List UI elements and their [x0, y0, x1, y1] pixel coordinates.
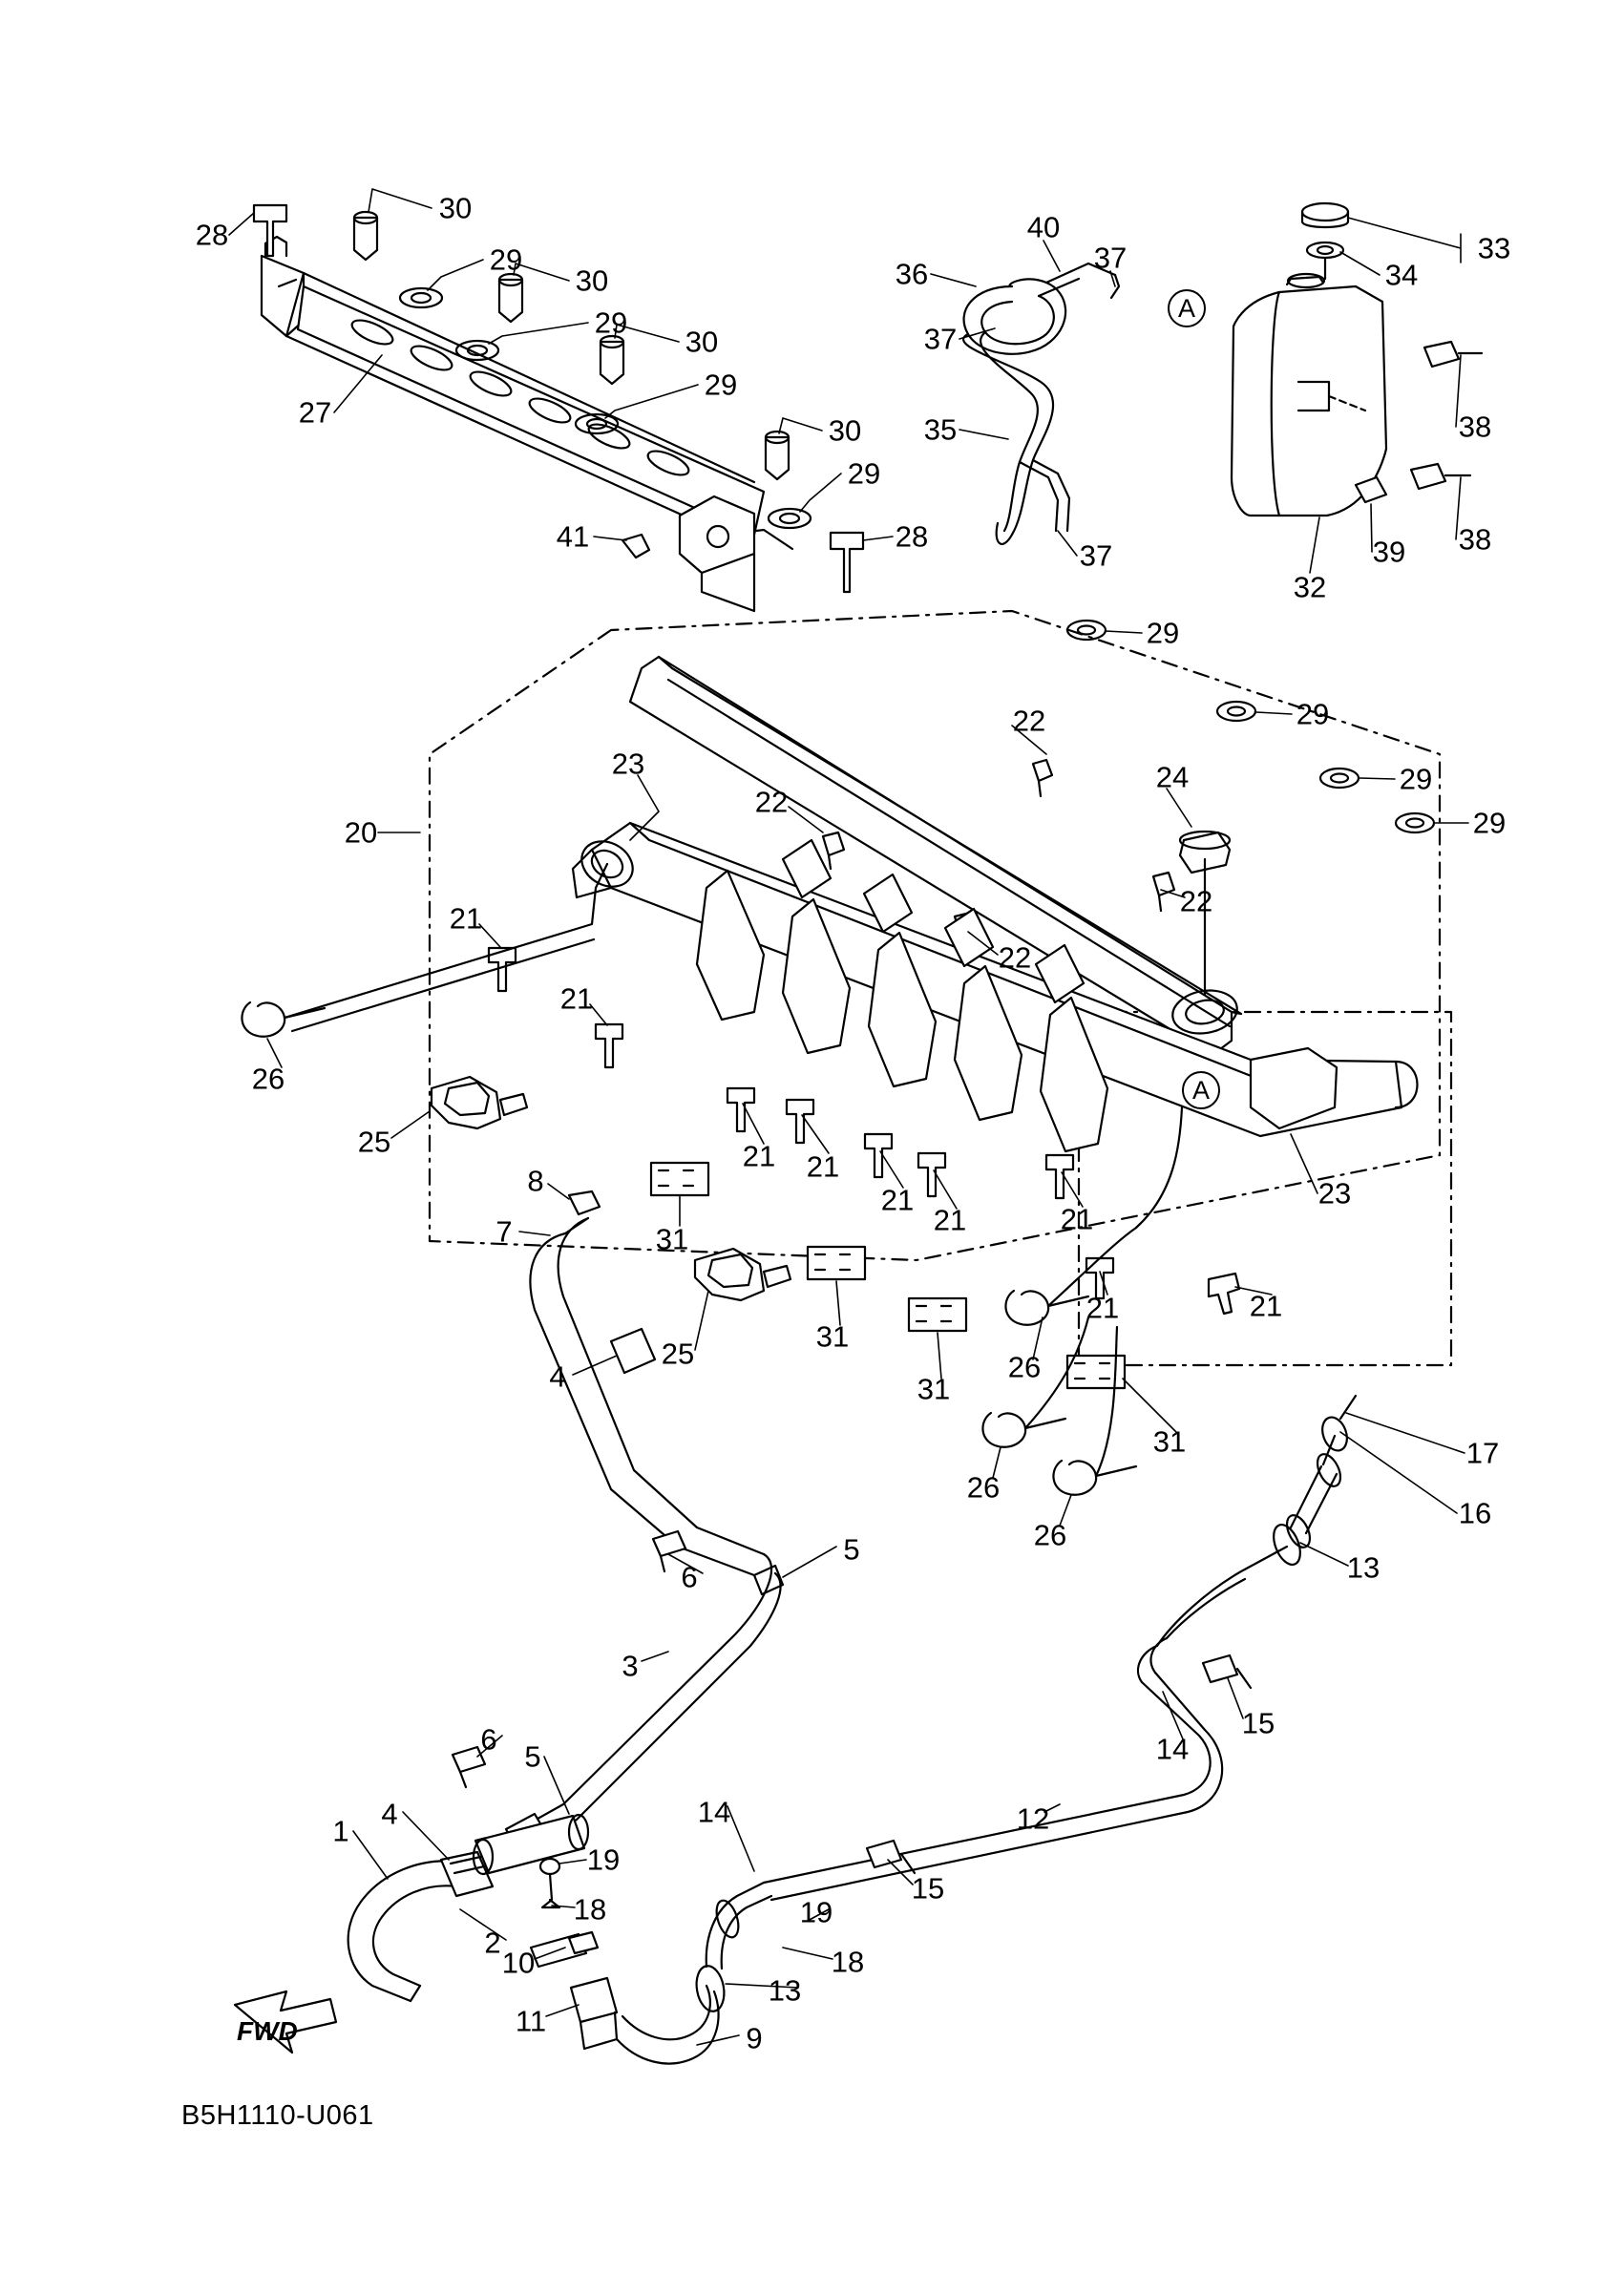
callout-number: 29: [1472, 806, 1507, 840]
callout-number: 14: [697, 1795, 731, 1829]
callout-number: 18: [573, 1892, 607, 1927]
detail-reference-mark: A: [1182, 1071, 1220, 1109]
part-41-clip: [622, 535, 649, 558]
callout-number: 39: [1372, 535, 1406, 569]
callout-number: 17: [1465, 1436, 1500, 1470]
callout-number: 16: [1458, 1496, 1492, 1530]
callout-number: 21: [742, 1139, 776, 1173]
callout-number: 29: [847, 456, 881, 491]
callout-number: 21: [449, 901, 483, 936]
callout-number: 23: [611, 747, 645, 781]
callout-number: 12: [1016, 1801, 1050, 1836]
callout-number: 22: [998, 940, 1032, 975]
callout-number: 29: [1399, 762, 1433, 796]
callout-number: 26: [966, 1470, 1001, 1505]
callout-number: 4: [381, 1797, 398, 1831]
callout-number: 40: [1026, 210, 1061, 244]
callout-number: 26: [1033, 1518, 1067, 1552]
callout-number: 31: [1152, 1424, 1187, 1459]
callout-number: 35: [923, 412, 958, 447]
hose-12-14-right: [764, 1638, 1222, 1900]
callout-number: 37: [1079, 538, 1113, 573]
callout-number: 3: [622, 1649, 639, 1683]
callout-number: 11: [515, 2004, 547, 2038]
callout-number: 30: [575, 263, 609, 298]
part-27-rail: [262, 237, 792, 611]
hose-3: [506, 1554, 781, 1862]
callout-number: 14: [1155, 1732, 1190, 1766]
callout-number: 5: [524, 1739, 541, 1774]
callout-number: 25: [661, 1337, 695, 1371]
callout-number: 38: [1458, 410, 1492, 444]
callout-number: 21: [806, 1149, 840, 1184]
callout-number: 29: [1146, 616, 1180, 650]
callout-number: 29: [1296, 697, 1330, 731]
callout-number: 29: [594, 305, 628, 340]
callout-number: 31: [917, 1372, 951, 1406]
callout-number: 23: [1317, 1176, 1352, 1211]
callout-number: 29: [489, 242, 523, 277]
callout-number: 1: [332, 1814, 349, 1848]
callout-number: 34: [1384, 258, 1419, 292]
callout-number: 22: [754, 785, 789, 819]
callout-number: 37: [923, 322, 958, 356]
part-23-manifold: [573, 657, 1418, 1151]
callout-number: 21: [1086, 1291, 1120, 1325]
callout-number: 30: [828, 413, 862, 448]
callout-number: 33: [1477, 231, 1511, 265]
hose-1-2: [348, 1852, 493, 2001]
callout-number: 29: [704, 368, 738, 402]
callout-number: 6: [480, 1722, 497, 1757]
hose-assembly-35-36: [963, 263, 1119, 544]
tank-cap-33-34: [1302, 203, 1348, 279]
callout-number: 5: [843, 1532, 860, 1567]
callout-number: 15: [911, 1871, 945, 1906]
detail-reference-mark: A: [1168, 289, 1206, 327]
fwd-direction-label: FWD: [237, 2016, 298, 2046]
callout-number: 7: [495, 1214, 513, 1249]
part-32-reservoir: [1232, 274, 1386, 516]
callout-number: 37: [1093, 241, 1128, 275]
callout-number: 22: [1179, 884, 1213, 918]
callout-number: 19: [799, 1895, 833, 1929]
callout-number: 13: [768, 1973, 802, 2008]
callout-number: 26: [1007, 1350, 1042, 1384]
callout-number: 13: [1346, 1550, 1381, 1585]
callout-number: 4: [549, 1359, 566, 1394]
callout-number: 15: [1241, 1706, 1275, 1740]
callout-number: 30: [438, 191, 473, 225]
callout-number: 26: [251, 1062, 285, 1096]
callout-number: 21: [559, 981, 594, 1016]
callout-number: 21: [1060, 1202, 1094, 1236]
callout-number: 30: [685, 325, 719, 359]
callout-number: 24: [1155, 760, 1190, 794]
nuts-29-right: [1067, 616, 1434, 832]
callout-number: 9: [746, 2021, 763, 2055]
callout-number: 10: [501, 1946, 536, 1980]
callout-number: 25: [357, 1125, 391, 1159]
callout-number: 19: [586, 1843, 621, 1877]
clamps-15: [867, 1655, 1251, 1873]
callout-number: 6: [681, 1560, 698, 1594]
callout-number: 21: [933, 1203, 967, 1237]
callout-number: 32: [1293, 570, 1327, 604]
callout-number: 20: [344, 815, 378, 850]
callout-number: 31: [655, 1222, 689, 1256]
callout-number: 22: [1012, 704, 1046, 738]
callout-number: 38: [1458, 522, 1492, 557]
callout-number: 8: [527, 1164, 544, 1198]
callout-number: 28: [895, 519, 929, 554]
callout-number: 2: [484, 1926, 501, 1960]
callout-number: 18: [831, 1945, 865, 1979]
pipe-13-16-17-right: [1157, 1396, 1356, 1646]
callout-number: 36: [895, 257, 929, 291]
callout-number: 31: [815, 1319, 850, 1354]
diagram-code: B5H1110-U061: [181, 2100, 374, 2131]
callout-number: 21: [880, 1183, 915, 1217]
callout-number: 41: [556, 519, 590, 554]
callout-number: 21: [1249, 1289, 1283, 1323]
callout-number: 27: [298, 395, 332, 430]
callout-number: 28: [195, 218, 229, 252]
